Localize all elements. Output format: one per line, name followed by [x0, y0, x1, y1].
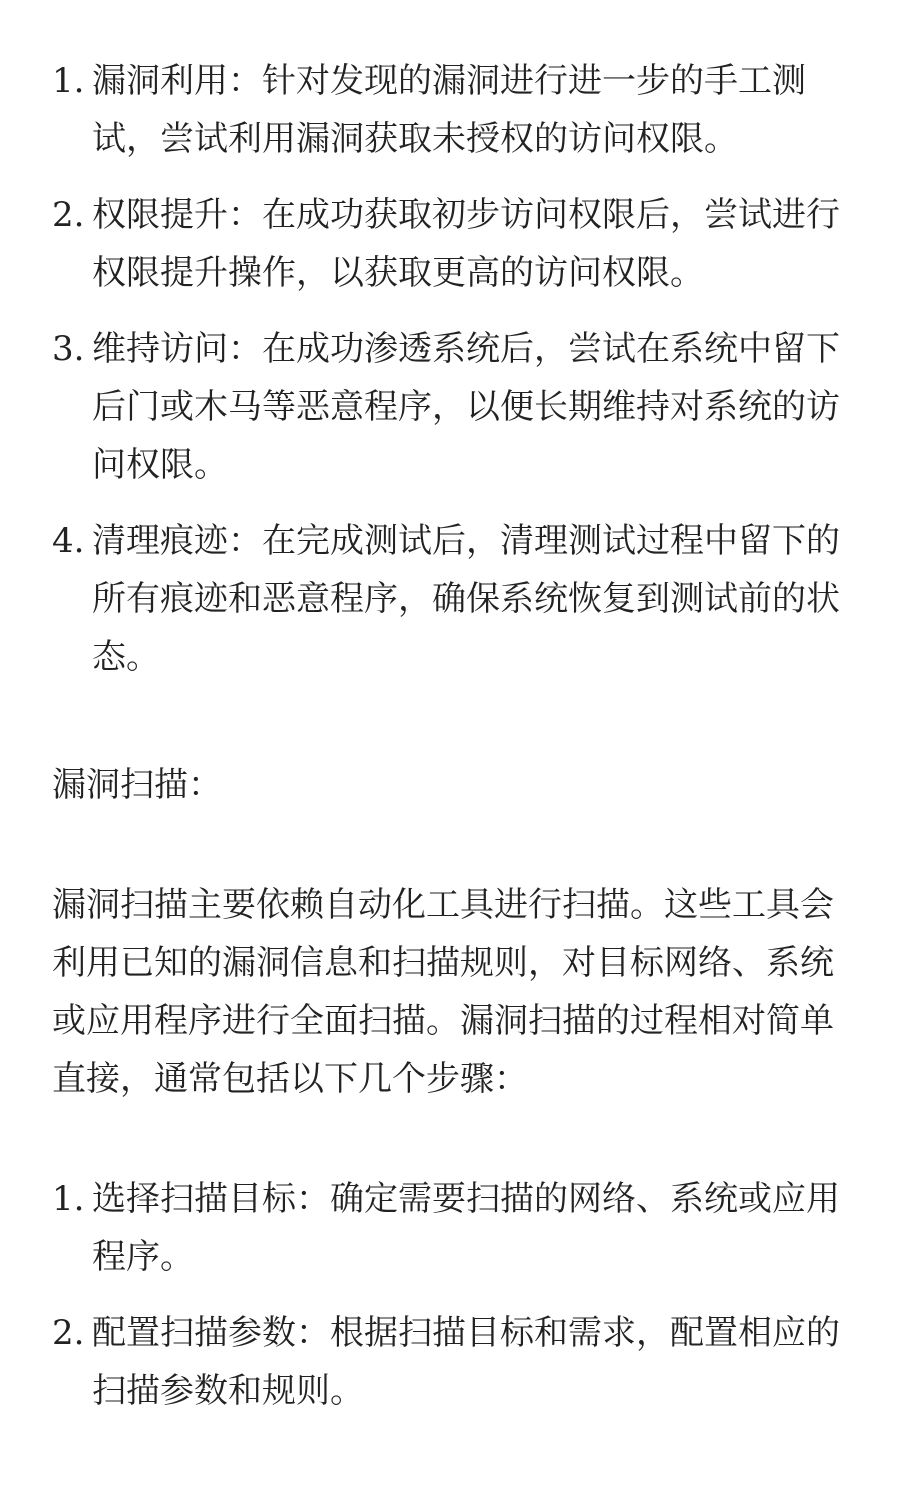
list-item: [52, 512, 850, 686]
list-item-number: 1.: [52, 61, 85, 101]
list-item-text: 清理痕迹：在完成测试后，清理测试过程中留下的所有痕迹和恶意程序，确保系统恢复到测试前的状态。: [92, 521, 840, 677]
list-item-number: 4.: [52, 521, 85, 561]
section-heading: 漏洞扫描：: [52, 765, 222, 805]
list-item-number: 2.: [52, 1313, 85, 1353]
list-item: [52, 320, 850, 494]
list-item-text: 配置扫描参数：根据扫描目标和需求，配置相应的扫描参数和规则。: [92, 1313, 840, 1411]
list-item-number: 1.: [52, 1179, 85, 1219]
list-item-text: 权限提升：在成功获取初步访问权限后，尝试进行权限提升操作，以获取更高的访问权限。: [92, 195, 840, 293]
list-item-text: 维持访问：在成功渗透系统后，尝试在系统中留下后门或木马等恶意程序，以便长期维持对系统的访问权限。: [92, 329, 840, 485]
list-item: [52, 52, 850, 168]
list-item-number: 3.: [52, 329, 85, 369]
list-item-number: 2.: [52, 195, 85, 235]
section-paragraph: 漏洞扫描主要依赖自动化工具进行扫描。这些工具会利用已知的漏洞信息和扫描规则，对目标网络、系统或应用程序进行全面扫描。漏洞扫描的过程相对简单直接，通常包括以下几个步骤：: [52, 885, 834, 1099]
list-item-text: 漏洞利用：针对发现的漏洞进行进一步的手工测试，尝试利用漏洞获取未授权的访问权限。: [92, 61, 806, 159]
list-item-text: 选择扫描目标：确定需要扫描的网络、系统或应用程序。: [92, 1179, 840, 1277]
list-item: [52, 1170, 850, 1286]
penetration-steps-list: [52, 52, 850, 686]
list-item: [52, 1304, 850, 1420]
list-item: [52, 186, 850, 302]
scan-steps-list: [52, 1170, 850, 1420]
